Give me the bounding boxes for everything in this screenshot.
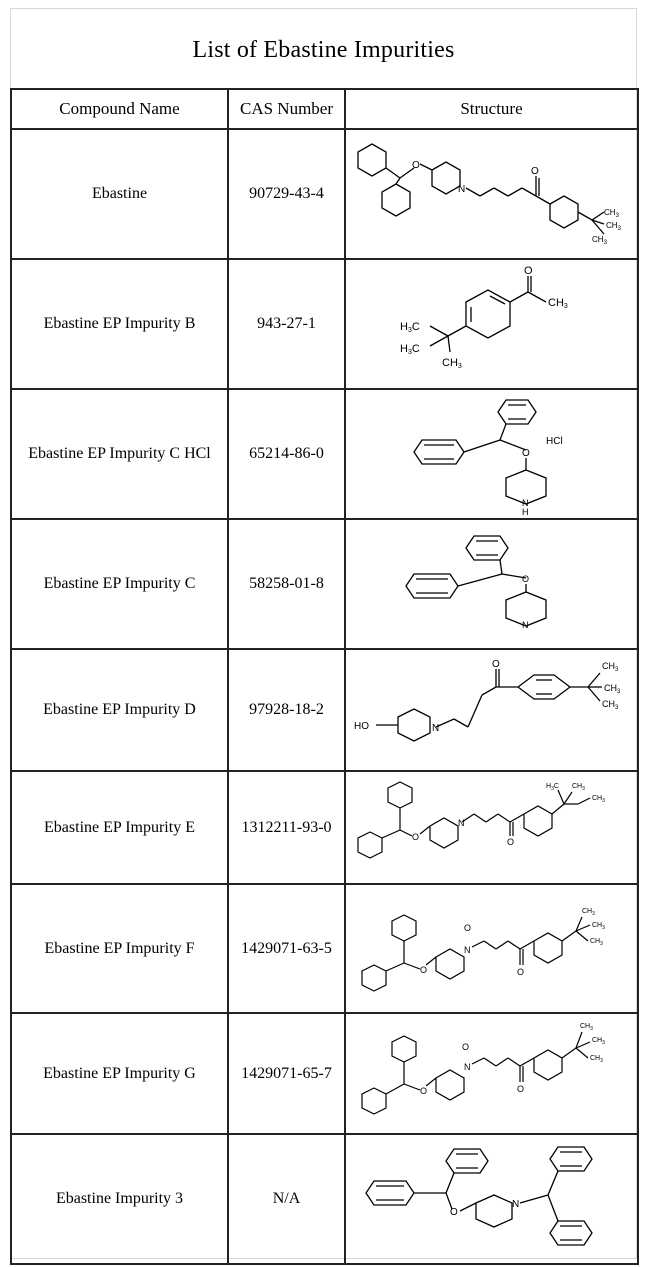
compound-name: Ebastine Impurity 3 <box>11 1134 228 1264</box>
svg-text:CH3: $CH_3$ <box>605 221 621 232</box>
compound-name: Ebastine EP Impurity E <box>11 771 228 884</box>
svg-text:N: N <box>511 1199 519 1210</box>
impurity-f-structure-icon <box>350 887 634 1011</box>
impurity-b-structure-icon <box>350 262 634 386</box>
svg-text:O: O <box>449 1207 458 1218</box>
structure-cell <box>345 771 638 884</box>
structure-cell <box>345 389 638 519</box>
svg-text:CH3: $CH_3$ <box>591 1036 605 1046</box>
svg-text:N: N <box>521 620 528 630</box>
compound-name: Ebastine EP Impurity B <box>11 259 228 389</box>
page-title: List of Ebastine Impurities <box>192 37 455 63</box>
structure-cell <box>345 649 638 771</box>
table-row <box>11 129 638 259</box>
impurity-e-structure-icon <box>350 774 634 882</box>
svg-text:H3C: $H_3C$ <box>545 782 559 792</box>
table-row <box>11 1013 638 1134</box>
svg-text:O: O <box>419 964 427 975</box>
structure-cell <box>345 259 638 389</box>
compound-name: Ebastine EP Impurity D <box>11 649 228 771</box>
cas-number: 1429071-65-7 <box>228 1013 345 1134</box>
structure-cell <box>345 519 638 649</box>
cas-number: 65214-86-0 <box>228 389 345 519</box>
svg-text:HO: HO <box>353 721 369 732</box>
compound-name: Ebastine EP Impurity F <box>11 884 228 1013</box>
compound-name: Ebastine <box>11 129 228 259</box>
svg-text:H3C: H3C <box>399 343 420 356</box>
svg-text:N: N <box>463 944 470 955</box>
svg-text:O: O <box>411 160 420 171</box>
svg-text:CH3: $CH_3$ <box>589 1054 603 1064</box>
svg-text:CH3: $CH_3$ <box>591 794 605 804</box>
svg-text:O: O <box>521 448 530 459</box>
compound-name: Ebastine EP Impurity C <box>11 519 228 649</box>
table-row <box>11 519 638 649</box>
structure-cell <box>345 1134 638 1264</box>
svg-text:CH3: $CH_3$ <box>603 683 620 695</box>
svg-text:O: O <box>463 922 471 933</box>
table-row <box>11 1134 638 1264</box>
cas-number: 1429071-63-5 <box>228 884 345 1013</box>
svg-text:HCl: HCl <box>545 436 563 447</box>
svg-text:O: O <box>411 831 419 842</box>
structure-cell <box>345 1013 638 1134</box>
svg-text:CH3: $CH_3$ <box>591 921 605 931</box>
svg-text:N: N <box>457 184 465 195</box>
structure-cell <box>345 129 638 259</box>
column-header-compound-name: Compound Name <box>11 89 228 129</box>
svg-text:N: N <box>431 723 439 734</box>
svg-text:O: O <box>516 1083 524 1094</box>
column-header-structure: Structure <box>345 89 638 129</box>
svg-text:CH3: $CH_3$ <box>589 937 603 947</box>
impurity-c-structure-icon <box>350 522 634 646</box>
table-row <box>11 259 638 389</box>
table-row <box>11 389 638 519</box>
svg-text:CH3: CH3 <box>441 357 462 370</box>
svg-text:O: O <box>523 265 533 277</box>
svg-text:CH3: $CH_3$ <box>579 1022 593 1032</box>
svg-text:O: O <box>419 1085 427 1096</box>
svg-text:N: N <box>463 1061 470 1072</box>
svg-text:N: N <box>457 817 464 828</box>
svg-text:O: O <box>506 836 514 847</box>
cas-number: N/A <box>228 1134 345 1264</box>
table-row <box>11 649 638 771</box>
svg-text:H: H <box>521 507 528 516</box>
svg-text:CH3: $CH_3$ <box>601 699 618 711</box>
svg-text:CH3: $CH_3$ <box>581 907 595 917</box>
svg-text:CH3: $CH_3$ <box>603 208 619 219</box>
compound-name: Ebastine EP Impurity C HCl <box>11 389 228 519</box>
table-header-row <box>11 89 638 129</box>
cas-number: 58258-01-8 <box>228 519 345 649</box>
cas-number: 90729-43-4 <box>228 129 345 259</box>
svg-text:O: O <box>530 166 539 177</box>
table-row <box>11 884 638 1013</box>
table-row <box>11 771 638 884</box>
compound-name: Ebastine EP Impurity G <box>11 1013 228 1134</box>
ebastine-structure-icon <box>350 132 634 256</box>
impurity-3-structure-icon <box>350 1137 634 1261</box>
svg-text:CH3: $CH_3$ <box>571 782 585 792</box>
svg-text:O: O <box>461 1041 469 1052</box>
svg-text:CH3: CH3 <box>547 297 568 310</box>
svg-text:N: N <box>521 498 528 508</box>
column-header-cas-number: CAS Number <box>228 89 345 129</box>
impurity-c-hcl-structure-icon <box>350 392 634 516</box>
structure-cell <box>345 884 638 1013</box>
cas-number: 943-27-1 <box>228 259 345 389</box>
svg-text:CH3: $CH_3$ <box>591 235 607 246</box>
svg-text:O: O <box>491 659 500 670</box>
cas-number: 97928-18-2 <box>228 649 345 771</box>
impurities-table <box>10 88 639 1265</box>
svg-text:H3C: H3C <box>399 321 420 334</box>
impurity-d-structure-icon <box>350 651 634 769</box>
impurity-g-structure-icon <box>350 1016 634 1132</box>
svg-text:CH3: $CH_3$ <box>601 661 618 673</box>
svg-text:O: O <box>516 966 524 977</box>
svg-text:O: O <box>521 574 529 584</box>
cas-number: 1312211-93-0 <box>228 771 345 884</box>
